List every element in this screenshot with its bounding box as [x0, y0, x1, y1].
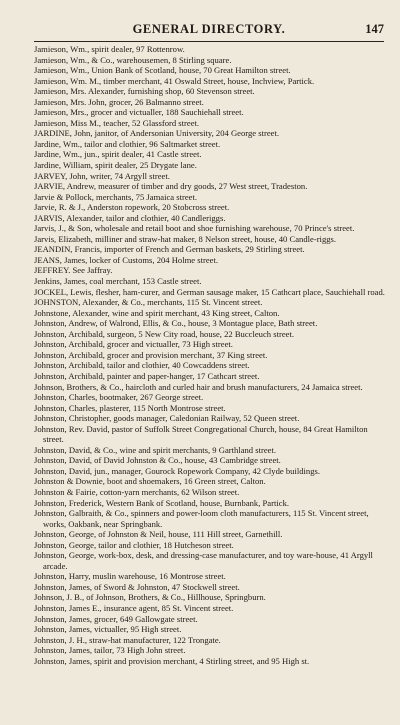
directory-entry: Jamieson, Wm., spirit dealer, 97 Rottenrow. [34, 44, 185, 54]
directory-entry: Johnston, Archibald, tailor and clothier, 40 Cowcaddens street. [34, 360, 250, 371]
directory-entry: Johnston, Galbraith, & Co., spinners and power-loom cloth manufacturers, 115 St. Vincent street, works, Oakbank, near Springbank. [34, 508, 369, 529]
directory-entry: Johnston, David, & Co., wine and spirit merchants, 9 Garthland street. [34, 444, 277, 455]
directory-entry: Johnston, James, of Sword & Johnston, 47 Stockwell street. [34, 581, 240, 592]
directory-entry: Jamieson, Wm. M., timber merchant, 41 Oswald Street, house, Inchview, Partick. [34, 75, 315, 86]
directory-entry: Johnston, David, of David Johnston & Co., house, 43 Cambridge street. [34, 455, 281, 466]
directory-entry: Johnson, J. B., of Johnson, Brothers, & Co., Hillhouse, Springburn. [34, 592, 266, 603]
directory-entry: Johnston, Rev. David, pastor of Suffolk Street Congregational Church, house, 84 Great Hamilton street. [34, 423, 368, 445]
directory-entry: Jardine, Wm., tailor and clothier, 96 Saltmarket street. [34, 138, 221, 149]
directory-entry: Jamieson, Mrs. Alexander, furnishing shop, 60 Stevenson street. [34, 86, 255, 97]
page-title: GENERAL DIRECTORY. [132, 22, 286, 36]
directory-entry: Johnstone, Alexander, wine and spirit merchant, 43 King street, Calton. [34, 307, 280, 318]
directory-entry: Johnston, James, tailor, 73 High John street. [34, 645, 186, 656]
directory-entries [34, 44, 386, 666]
directory-entry: Jarvis, Elizabeth, milliner and straw-hat maker, 8 Nelson street, house, 40 Candle-riggs. [34, 233, 337, 244]
directory-entry: Johnston & Downie, boot and shoemakers, 16 Green street, Calton. [34, 476, 266, 487]
directory-entry: Johnston, Archibald, grocer and victualler, 73 High street. [34, 339, 233, 350]
directory-entry: Johnston, Archibald, grocer and provision merchant, 37 King street. [34, 349, 268, 360]
directory-entry: Johnston, James, grocer, 649 Gallowgate street. [34, 613, 198, 624]
page-number: 147 [365, 22, 384, 36]
header-rule [34, 41, 384, 42]
directory-entry: Jamieson, Mrs., grocer and victualler, 188 Sauchiehall street. [34, 107, 244, 118]
directory-entry: JARVIE, Andrew, measurer of timber and dry goods, 27 West street, Tradeston. [34, 181, 308, 192]
directory-entry: Johnston, Andrew, of Walrond, Ellis, & Co., house, 3 Montague place, Bath street. [34, 318, 318, 329]
directory-entry: Johnston, Archibald, surgeon, 5 New City road, house, 22 Buccleuch street. [34, 328, 294, 339]
directory-entry: Johnston, Harry, muslin warehouse, 16 Montrose street. [34, 571, 226, 582]
directory-entry: Johnston, Frederick, Western Bank of Scotland, house, Burnbank, Partick. [34, 497, 290, 508]
directory-entry: Johnston, James, victualler, 95 High street. [34, 624, 182, 635]
directory-entry: Jamieson, Miss M., teacher, 52 Glassford street. [34, 117, 200, 128]
page-header [34, 22, 384, 38]
directory-entry: Johnston, George, work-box, desk, and dressing-case manufacturer, and toy ware-house, 41 Argyll arcade. [34, 550, 373, 571]
directory-entry: Johnston, David, jun., manager, Gourock Ropework Company, 42 Clyde buildings. [34, 465, 321, 476]
directory-entry: Jardine, Wm., jun., spirit dealer, 41 Castle street. [34, 149, 202, 160]
directory-entry: Johnston & Fairie, cotton-yarn merchants, 62 Wilson street. [34, 486, 240, 497]
directory-entry: Jarvie & Pollock, merchants, 75 Jamaica street. [34, 191, 197, 202]
directory-entry: Jarvie, R. & J., Anderston ropework, 20 Stobcross street. [34, 202, 230, 213]
directory-entry: Johnston, Archibald, painter and paper-hanger, 17 Cathcart street. [34, 370, 260, 381]
directory-entry: Johnston, George, of Johnston & Neil, house, 111 Hill street, Garnethill. [34, 529, 283, 540]
directory-entry: Jamieson, Wm., Union Bank of Scotland, house, 70 Great Hamilton street. [34, 65, 291, 76]
directory-entry: JOCKEL, Lewis, flesher, ham-curer, and German sausage maker, 15 Cathcart place, Sauchiehall road. [34, 286, 385, 297]
directory-entry: Jamieson, Wm., & Co., warehousemen, 8 Stirling square. [34, 54, 232, 65]
directory-entry: Johnston, James, spirit and provision merchant, 4 Stirling street, and 95 High st. [34, 655, 310, 666]
directory-entry: JEFFREY. See Jaffray. [34, 265, 113, 276]
directory-entry: Johnston, George, tailor and clothier, 18 Hutcheson street. [34, 539, 234, 550]
directory-entry: Jenkins, James, coal merchant, 153 Castle street. [34, 276, 202, 287]
directory-entry: Johnston, Charles, plasterer, 115 North Montrose street. [34, 402, 226, 413]
directory-entry: Jarvis, J., & Son, wholesale and retail boot and shoe furnishing warehouse, 70 Prince's street. [34, 223, 355, 234]
directory-entry: Johnson, Brothers, & Co., haircloth and curled hair and brush manufacturers, 24 Jamaica street. [34, 381, 363, 392]
directory-entry: JARVEY, John, writer, 74 Argyll street. [34, 170, 170, 181]
directory-entry: JARDINE, John, janitor, of Andersonian University, 204 George street. [34, 128, 280, 139]
directory-entry: Jamieson, Mrs. John, grocer, 26 Balmanno street. [34, 96, 204, 107]
directory-entry: Johnston, Christopher, goods manager, Caledonian Railway, 52 Queen street. [34, 413, 300, 424]
directory-entry: Johnston, Charles, bootmaker, 267 George street. [34, 392, 204, 403]
directory-entry: JEANDIN, Francis, importer of French and German baskets, 29 Stirling street. [34, 244, 305, 255]
directory-entry: JEANS, James, locker of Customs, 204 Holme street. [34, 254, 219, 265]
directory-entry: JOHNSTON, Alexander, & Co., merchants, 115 St. Vincent street. [34, 297, 263, 308]
directory-entry: Johnston, James E., insurance agent, 85 St. Vincent street. [34, 602, 234, 613]
directory-entry: Jardine, William, spirit dealer, 25 Drygate lane. [34, 160, 197, 171]
directory-entry: Johnston, J. H., straw-hat manufacturer, 122 Trongate. [34, 634, 221, 645]
directory-entry: JARVIS, Alexander, tailor and clothier, 40 Candleriggs. [34, 212, 226, 223]
